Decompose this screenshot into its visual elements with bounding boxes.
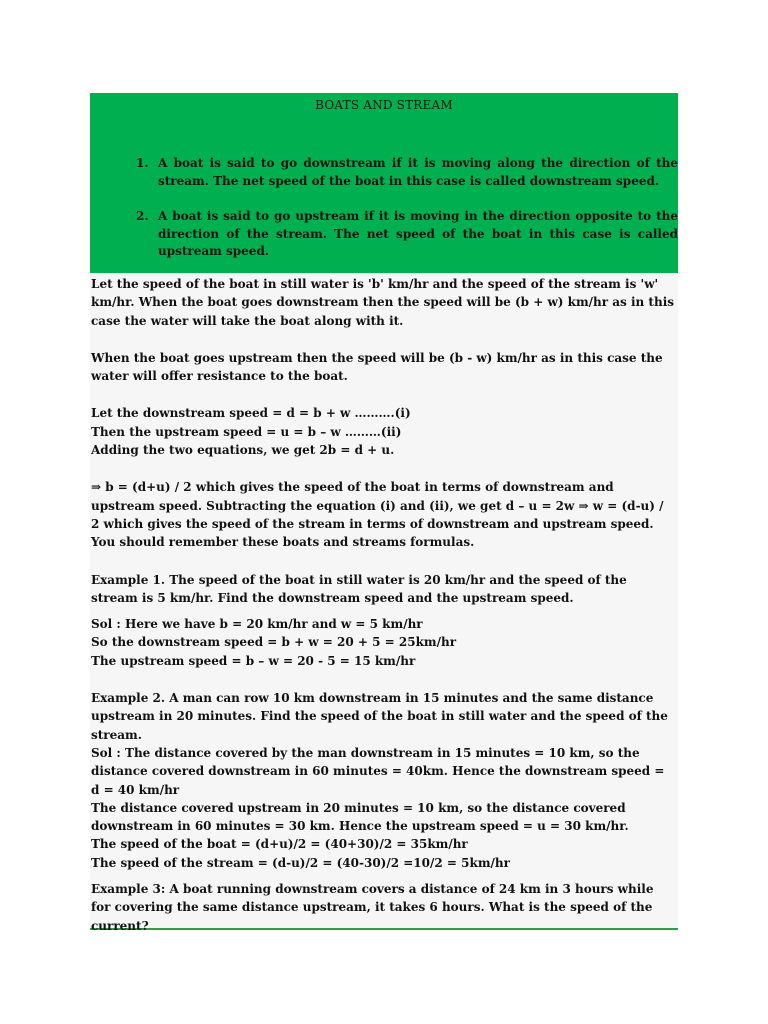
upstream-paragraph: When the boat goes upstream then the speed will be (b - w) km/hr as in this case the water will offer resistance to the boat. <box>91 350 663 384</box>
definition-item <box>90 208 678 261</box>
definition-item <box>90 155 678 190</box>
intro-paragraph: Let the speed of the boat in still water is 'b' km/hr and the speed of the stream is 'w' km/hr. When the boat goes downstream then the speed will be (b + w) km/hr as in this case the water will take the boat along with it. <box>91 277 675 328</box>
example-2-question: Example 2. A man can row 10 km downstream in 15 minutes and the same distance upstream in 20 minutes. Find the speed of the boat in still water and the speed of the stream. <box>91 691 668 742</box>
example-2-solution: Sol : The distance covered by the man downstream in 15 minutes = 10 km, so the distance covered downstream in 60 minutes = 40km. Hence the downstream speed = d = 40 km/hr <box>91 745 665 797</box>
derivation-paragraph: ⇒ b = (d+u) / 2 which gives the speed of the boat in terms of downstream and upstream speed. Subtracting the equation (i) and (ii), we get d – u = 2w ⇒ w = (d-u) / 2 which gives the speed of the stream in terms of downstream and upstream speed. You should remember these boats and streams formulas. <box>91 480 664 550</box>
list-number: 1. <box>136 156 149 170</box>
example-1-solution: The upstream speed = b – w = 20 - 5 = 15 km/hr <box>91 653 416 668</box>
definition-text: A boat is said to go upstream if it is moving in the direction opposite to the direction of the stream. The net speed of the boat in this case is called upstream speed. <box>158 209 678 258</box>
list-number: 2. <box>136 209 149 223</box>
example-1-question: Example 1. The speed of the boat in still water is 20 km/hr and the speed of the stream is 5 km/hr. Find the downstream speed and the upstream speed. <box>91 572 627 605</box>
content-body <box>90 273 678 933</box>
equation-line: Let the downstream speed = d = b + w ……….(i) <box>91 406 411 421</box>
definition-list <box>90 155 678 279</box>
page-title: BOATS AND STREAM <box>315 98 453 112</box>
example-2-solution: The distance covered upstream in 20 minutes = 10 km, so the distance covered downstream in 60 minutes = 30 km. Hence the upstream speed = u = 30 km/hr. <box>91 800 629 834</box>
document-page <box>90 93 678 933</box>
definition-text: A boat is said to go downstream if it is moving along the direction of the stream. The net speed of the boat in this case is called downstream speed. <box>158 156 678 188</box>
equation-line: Then the upstream speed = u = b – w ………(ii) <box>91 424 402 439</box>
header-banner <box>90 93 678 273</box>
equation-line: Adding the two equations, we get 2b = d + u. <box>91 443 395 458</box>
example-3-question: Example 3: A boat running downstream covers a distance of 24 km in 3 hours while for covering the same distance upstream, it takes 6 hours. What is the speed of the current? <box>91 882 654 933</box>
example-2-solution: The speed of the stream = (d-u)/2 = (40-30)/2 =10/2 = 5km/hr <box>91 855 510 870</box>
example-2-solution: The speed of the boat = (d+u)/2 = (40+30)/2 = 35km/hr <box>91 837 468 852</box>
example-1-solution: Sol : Here we have b = 20 km/hr and w = 5 km/hr <box>91 617 423 632</box>
example-1-solution: So the downstream speed = b + w = 20 + 5 = 25km/hr <box>91 635 457 650</box>
